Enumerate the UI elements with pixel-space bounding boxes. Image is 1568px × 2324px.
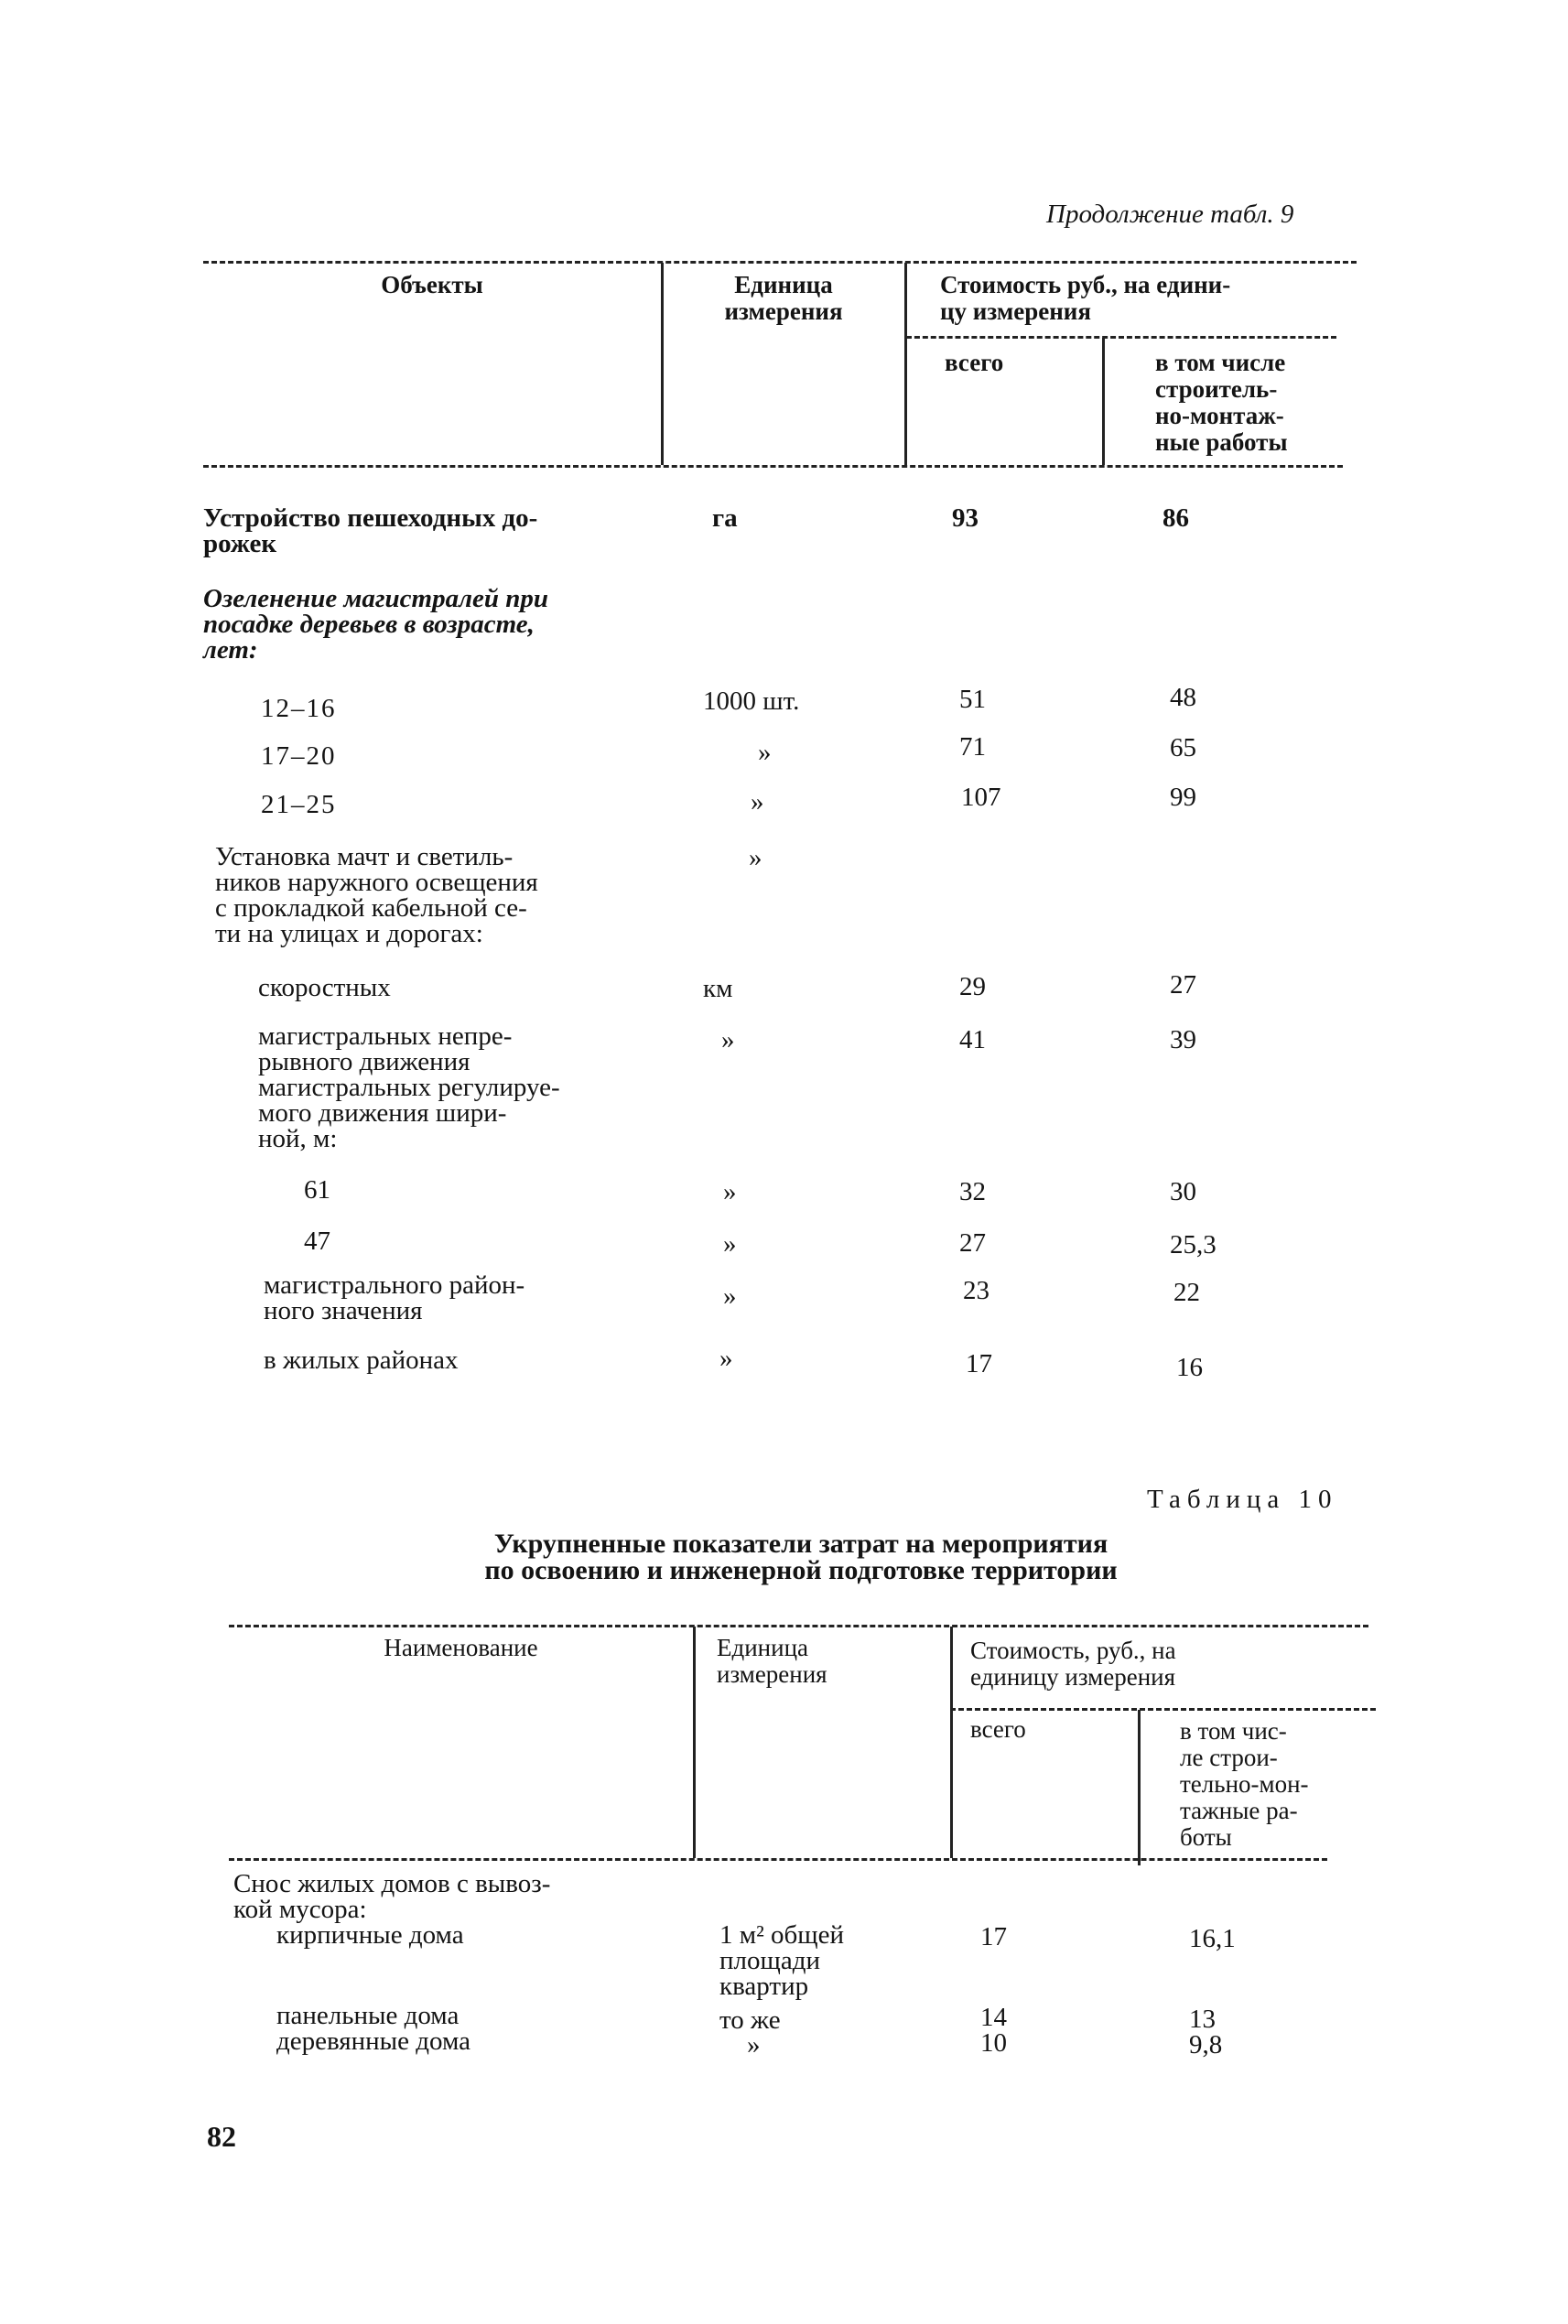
row-total: 41 [959,1025,986,1054]
row-name: магистрального район- ного значения [264,1270,525,1325]
row-total: 17 [966,1349,992,1378]
row-construction: 27 [1170,970,1196,1000]
row-construction: 99 [1170,783,1196,812]
row-name: Установка мачт и светиль- ников наружного освещения с прокладкой кабельной се- ти на улицах и дорогах: [215,842,538,948]
row-name: 61 [304,1175,330,1205]
row-name: кирпичные дома [276,1920,464,1950]
row-unit: 1 м² общей площади квартир [719,1920,845,2001]
row-name: магистральных непре- рывного движения магистральных регулируе- мого движения шири- ной, м: [258,1021,560,1153]
row-total: 51 [959,685,986,714]
row-total: 29 [959,972,986,1001]
row-construction: 25,3 [1170,1230,1217,1259]
table10-col-divider-1 [693,1627,696,1858]
row-construction: 16 [1176,1353,1203,1382]
row-name: панельные дома [276,2001,460,2030]
row-total: 14 [980,2003,1007,2032]
table9-header-total: всего [945,349,1004,376]
row-construction: 30 [1170,1177,1196,1206]
row-total: 71 [959,732,986,762]
table10-col-divider-3 [1138,1710,1141,1865]
table9-top-rule [203,261,1357,264]
row-unit: 1000 шт. [703,686,800,716]
row-construction: 48 [1170,683,1196,712]
row-name: скоростных [258,973,391,1002]
row-unit: » [723,1229,737,1259]
row-construction: 9,8 [1189,2030,1223,2059]
row-name: 12–16 [261,694,337,723]
row-total: 93 [952,503,979,533]
row-unit: » [723,1281,737,1311]
row-total: 107 [961,783,1001,812]
table10-subheader-rule [950,1708,1376,1711]
row-name: Устройство пешеходных до- рожек [203,503,538,558]
row-construction: 86 [1162,503,1189,533]
table9-header-construction: в том числе строитель- но-монтаж- ные работы [1155,349,1288,456]
table9-header-bottom-rule [203,465,1343,468]
row-total: 32 [959,1177,986,1206]
row-unit: » [747,2030,761,2059]
row-unit: » [751,787,764,816]
row-construction: 22 [1173,1278,1200,1307]
row-unit: » [758,738,772,767]
row-construction: 65 [1170,733,1196,762]
row-name: Снос жилых домов с вывоз- кой мусора: [233,1869,551,1924]
row-unit: » [721,1025,735,1054]
table10-header-cost: Стоимость, руб., на единицу измерения [970,1637,1176,1691]
row-name: 17–20 [261,741,337,771]
row-name: 47 [304,1227,330,1256]
row-construction: 13 [1189,2005,1216,2034]
table9-subheader-rule [906,336,1336,339]
row-total: 27 [959,1228,986,1258]
table10-label: Таблица 10 [1147,1485,1338,1514]
row-unit: га [712,503,738,533]
row-unit: » [719,1344,733,1373]
table9-col-divider-2 [904,263,907,465]
row-construction: 16,1 [1189,1924,1236,1953]
table10-top-rule [229,1625,1368,1627]
table10-header-unit: Единица измерения [717,1634,827,1688]
row-unit: » [723,1177,737,1206]
table10-col-divider-2 [950,1627,953,1858]
table9-header-unit: Единица измерения [724,271,843,325]
row-total: 10 [980,2028,1007,2058]
table10-header-name: Наименование [384,1634,538,1661]
row-name: Озеленение магистралей при посадке деревьев в возрасте, лет: [203,584,548,665]
row-unit: то же [719,2005,781,2035]
table10-header-total: всего [970,1715,1026,1743]
table9-continuation-caption: Продолжение табл. 9 [1046,200,1294,229]
row-total: 17 [980,1922,1007,1951]
row-total: 23 [963,1276,989,1305]
row-name: в жилых районах [264,1346,459,1375]
row-name: деревянные дома [276,2027,471,2056]
row-construction: 39 [1170,1025,1196,1054]
table9-col-divider-3 [1102,338,1105,465]
row-unit: км [703,974,733,1003]
page-number: 82 [207,2120,236,2153]
table10-header-construction: в том чис- ле строи- тельно-мон- тажные ра- боты [1180,1717,1309,1851]
table9-header-cost: Стоимость руб., на едини- цу измерения [940,271,1231,325]
row-name: 21–25 [261,790,337,819]
table9-header-objects: Объекты [381,271,483,298]
row-unit: » [749,843,762,872]
table10-title: Укрупненные показатели затрат на мероприятия по освоению и инженерной подготовке территории [484,1529,1118,1585]
table10-header-bottom-rule [229,1858,1327,1861]
